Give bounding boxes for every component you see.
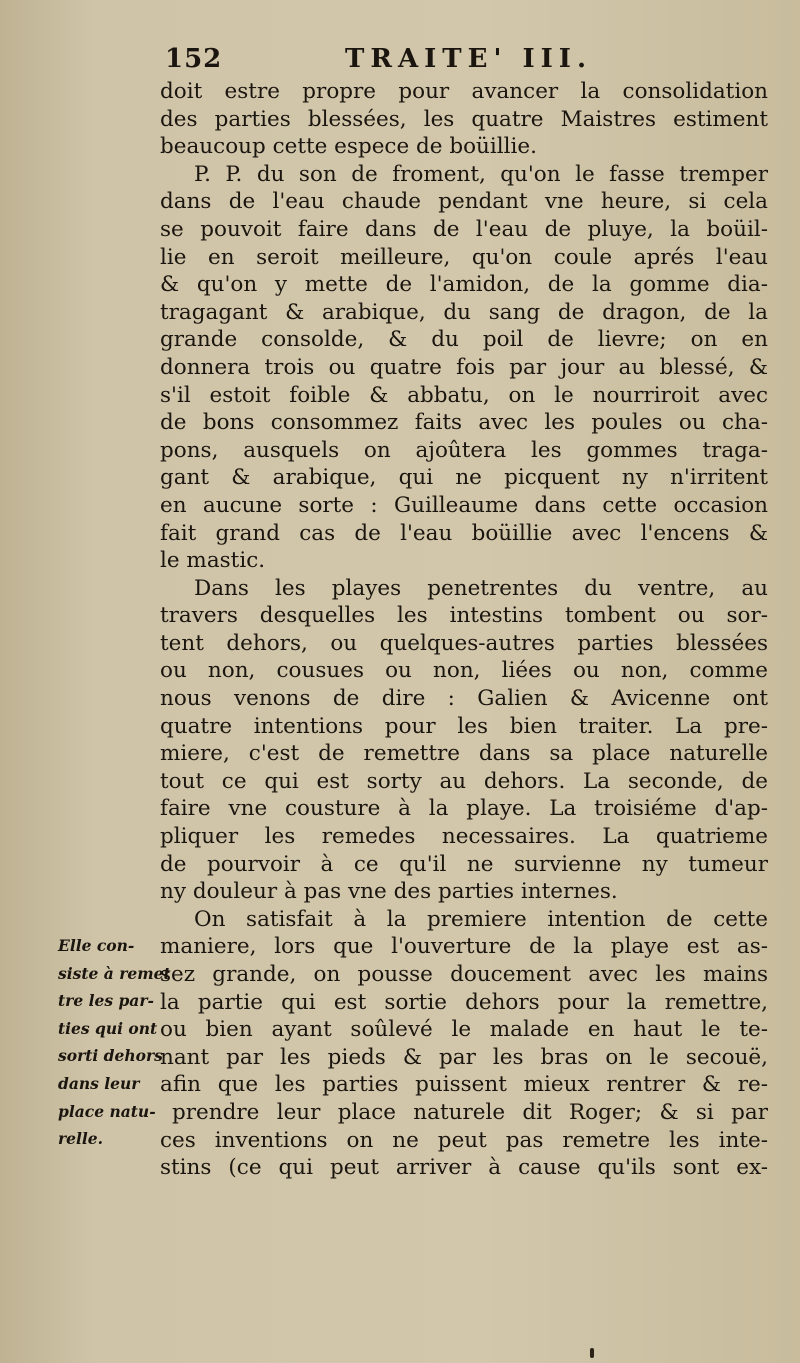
text-line: tout ce qui est sorty au dehors. La seconde, de — [160, 768, 768, 794]
text-line: P. P. du son de froment, qu'on le fasse tremper — [194, 161, 768, 187]
text-line: dans de l'eau chaude pendant vne heure, si cela — [160, 189, 768, 215]
margin-note-line: place natu- — [58, 1101, 156, 1121]
text-line: gant & arabique, qui ne picquent ny n'irritent — [160, 465, 768, 491]
text-line: nant par les pieds & par les bras on le secouë, — [160, 1044, 768, 1070]
margin-note-line: ties qui ont — [58, 1018, 158, 1038]
text-line: sez grande, on pousse doucement avec les mains — [160, 962, 768, 987]
margin-note-line: Elle con- — [58, 936, 135, 955]
margin-note-line: relle. — [58, 1129, 104, 1149]
text-line: maniere, lors que l'ouverture de la playe est as- — [160, 934, 768, 960]
text-line: pliquer les remedes necessaires. La quatrieme — [160, 824, 768, 850]
text-line: doit estre propre pour avancer la consolidation — [160, 79, 768, 104]
text-line: afin que les parties puissent mieux rentrer & re- — [160, 1072, 768, 1098]
text-line: stins (ce qui peut arriver à cause qu'ils sont ex- — [160, 1155, 768, 1181]
text-line: donnera trois ou quatre fois par jour au blessé, & — [160, 354, 768, 380]
text-line: ou bien ayant soûlevé le malade en haut le te- — [160, 1017, 768, 1043]
page-number: 152 — [165, 44, 223, 74]
body-text — [160, 78, 768, 1182]
text-line: beaucoup cette espece de boüillie. — [160, 134, 537, 160]
text-line: fait grand cas de l'eau boüillie avec l'encens & — [160, 520, 768, 546]
text-line: ou non, cousues ou non, liées ou non, comme — [160, 658, 768, 684]
text-line: Dans les playes penetrentes du ventre, au — [194, 575, 768, 601]
margin-note-line: sorti dehors — [58, 1046, 163, 1066]
margin-note-line: siste à remet — [58, 963, 171, 983]
text-line: prendre leur place naturele dit Roger; & si par — [172, 1099, 768, 1125]
text-line: miere, c'est de remettre dans sa place naturelle — [160, 741, 768, 767]
text-line: de bons consommez faits avec les poules ou cha- — [160, 410, 768, 436]
ink-mark — [590, 1348, 594, 1358]
margin-note-line: dans leur — [58, 1073, 140, 1093]
text-line: On satisfait à la premiere intention de cette — [194, 906, 768, 932]
text-line: tragagant & arabique, du sang de dragon, de la — [160, 299, 768, 325]
text-line: quatre intentions pour les bien traiter. La pre- — [160, 713, 768, 739]
text-line: grande consolde, & du poil de lievre; on en — [160, 327, 768, 353]
text-line: s'il estoit foible & abbatu, on le nourriroit avec — [160, 382, 768, 408]
margin-note — [58, 932, 170, 1153]
text-line: nous venons de dire : Galien & Avicenne ont — [160, 686, 768, 712]
text-line: ny douleur à pas vne des parties internes. — [160, 879, 618, 905]
text-line: se pouvoit faire dans de l'eau de pluye, la boüil- — [160, 216, 768, 242]
text-line: & qu'on y mette de l'amidon, de la gomme dia- — [160, 272, 768, 298]
text-line: le mastic. — [160, 548, 266, 574]
text-line: en aucune sorte : Guilleaume dans cette occasion — [160, 492, 768, 518]
text-line: pons, ausquels on ajoûtera les gommes traga- — [160, 437, 768, 463]
text-line: faire vne cousture à la playe. La troisiéme d'ap- — [160, 796, 768, 822]
text-line: tent dehors, ou quelques-autres parties blessées — [160, 630, 768, 656]
text-line: ces inventions on ne peut pas remetre les inte- — [160, 1127, 768, 1153]
text-line: lie en seroit meilleure, qu'on coule aprés l'eau — [160, 244, 768, 270]
running-title: TRAITE' III. — [345, 44, 593, 74]
margin-note-line: tre les par- — [58, 991, 154, 1011]
text-line: travers desquelles les intestins tombent ou sor- — [160, 603, 768, 629]
text-line: des parties blessées, les quatre Maistres estiment — [160, 106, 768, 132]
text-line: de pourvoir à ce qu'il ne survienne ny tumeur — [160, 851, 768, 877]
text-line: la partie qui est sortie dehors pour la remettre, — [160, 989, 768, 1015]
